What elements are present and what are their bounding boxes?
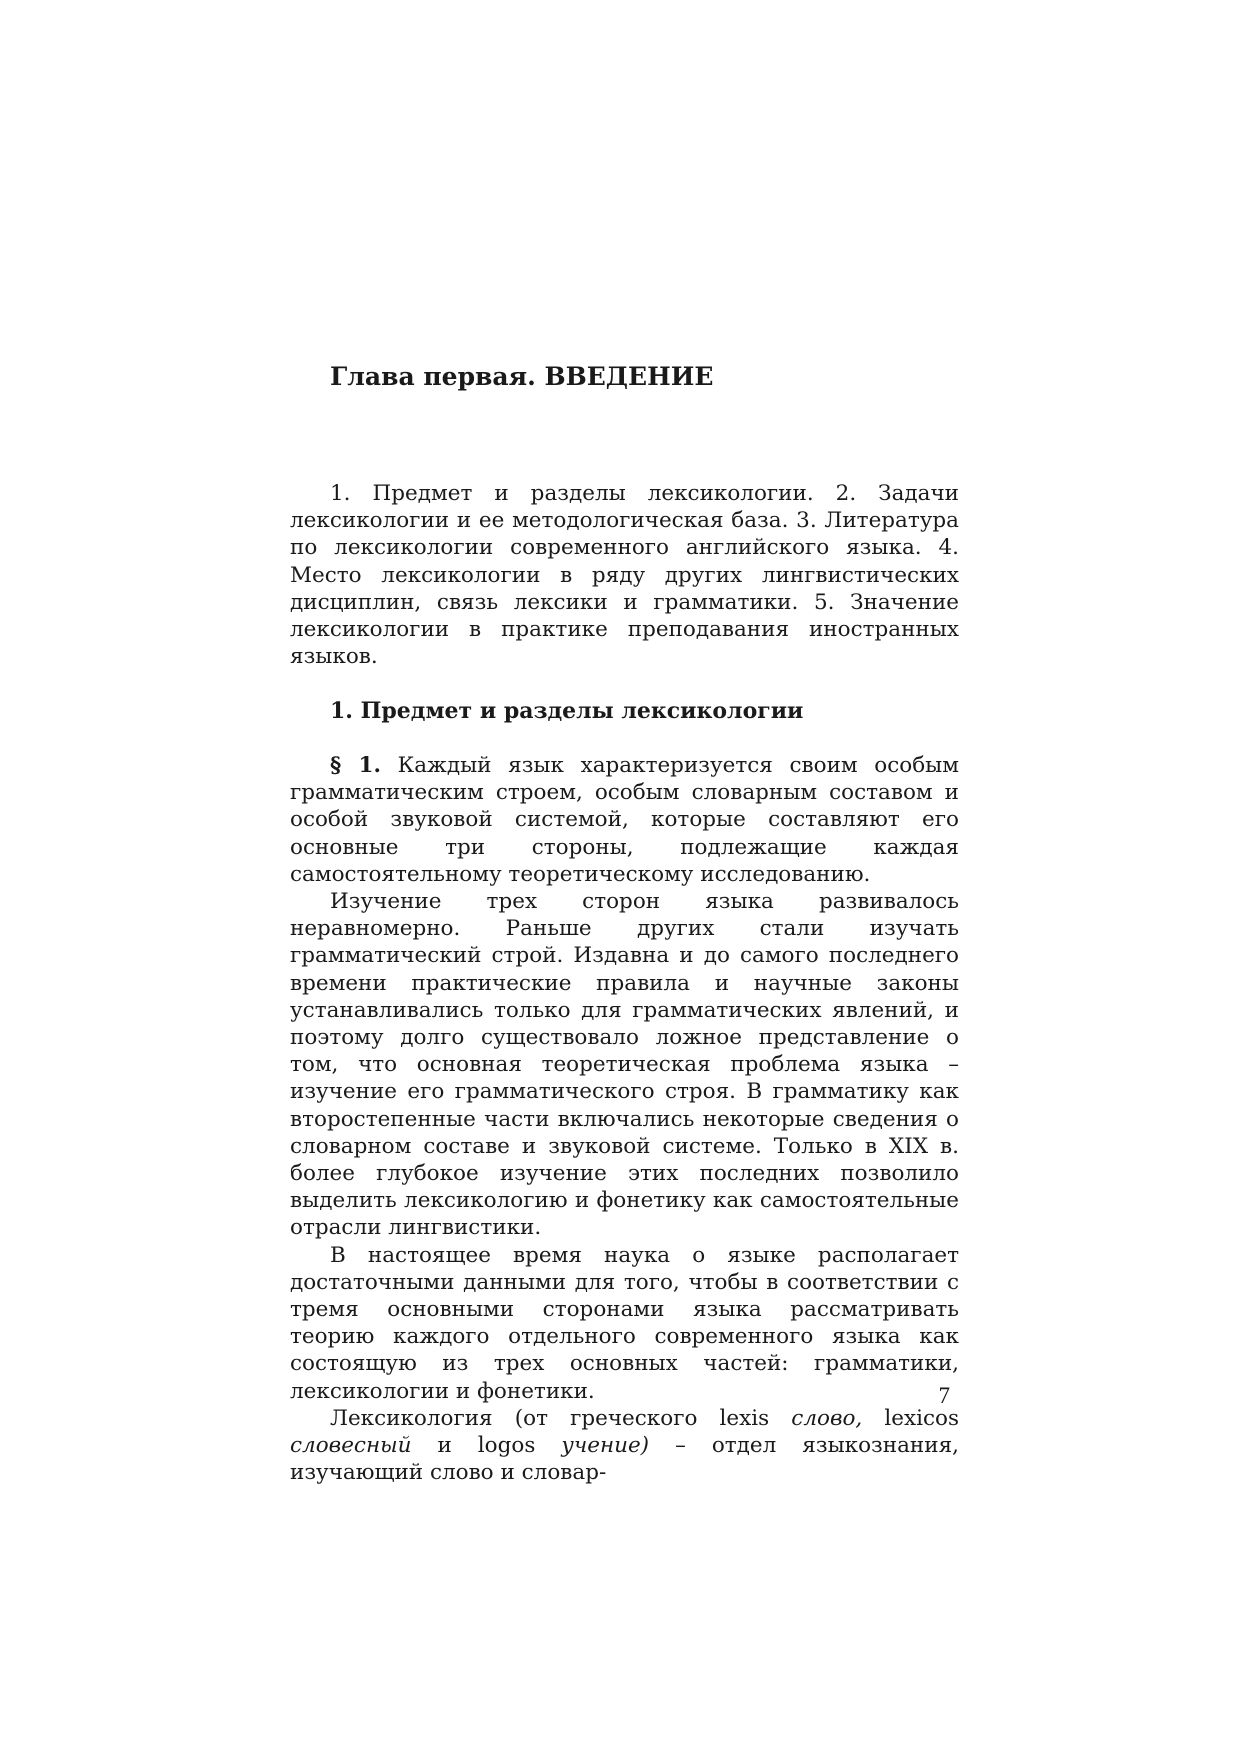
term-translation: словесный [290, 1433, 412, 1459]
term-translation: учение) [561, 1433, 650, 1459]
paragraph-3: В настоящее время наука о языке располагает достаточными данными для того, чтобы в соответствии с тремя основными сторонами языка рассматривать теорию каждого отдельного современного языка как состоящую из трех основных частей: грамматики, лексикологии и фонетики. [290, 1242, 959, 1404]
paragraph-4-part: lexicos [862, 1405, 959, 1431]
paragraph-1-text: Каждый язык характеризуется своим особым грамматическим строем, особым словарным составом и особой звуковой системой, которые составляют его основные три стороны, подлежащие каждая самостоятельному теоретическому исследованию. [290, 753, 959, 887]
term-translation: слово, [791, 1405, 863, 1431]
paragraph-4-part: и logos [411, 1433, 562, 1459]
chapter-contents: 1. Предмет и разделы лексикологии. 2. Задачи лексикологии и ее методологическая база. 3. Литература по лексикологии современного английского языка. 4. Место лексикологии в ряду других лингвистических дисциплин, связь лексики и грамматики. 5. Значение лексикологии в практике преподавания иностранных языков. [290, 481, 959, 670]
paragraph-1 [290, 752, 959, 888]
section-title: 1. Предмет и разделы лексикологии [330, 698, 804, 724]
body-text [290, 752, 959, 1486]
paragraph-4 [290, 1405, 959, 1487]
paragraph-2: Изучение трех сторон языка развивалось неравномерно. Раньше других стали изучать грамматический строй. Издавна и до самого последнего времени практические правила и научные законы устанавливались только для грамматических явлений, и поэтому долго существовало ложное представление о том, что основная теоретическая проблема языка – изучение его грамматического строя. В грамматику как второстепенные части включались некоторые сведения о словарном составе и звуковой системе. Только в XIX в. более глубокое изучение этих последних позволило выделить лексикологию и фонетику как самостоятельные отрасли лингвистики. [290, 889, 959, 1241]
paragraph-mark: § 1. [330, 753, 381, 778]
paragraph-4-part: Лексикология (от греческого lexis [330, 1405, 792, 1431]
paragraph-4-part: – отдел языкознания, изучающий слово и словар- [290, 1433, 959, 1486]
page-number: 7 [938, 1383, 950, 1408]
chapter-title: Глава первая. ВВЕДЕНИЕ [330, 362, 714, 391]
